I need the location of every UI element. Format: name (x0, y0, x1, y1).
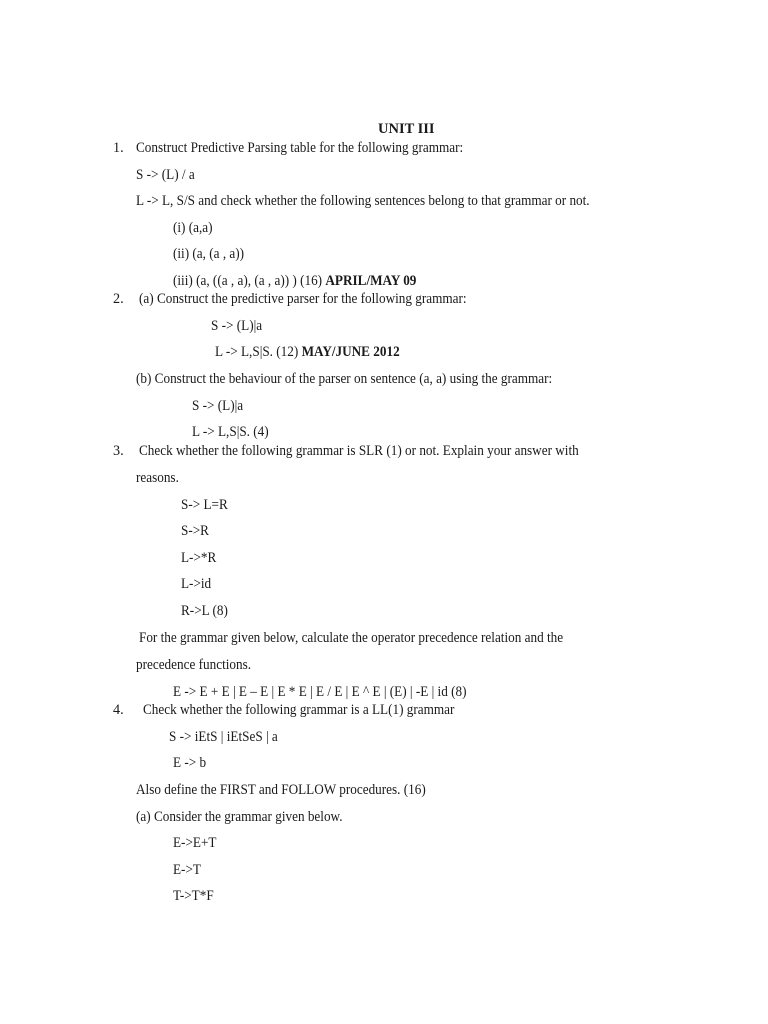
q4-define: Also define the FIRST and FOLLOW procedures. (16) (136, 782, 426, 798)
q1-production-2: L -> L, S/S and check whether the following sentences belong to that grammar or not. (136, 193, 590, 209)
q3-intro: Check whether the following grammar is SLR (1) or not. Explain your answer with (139, 443, 579, 459)
q2-a-production-2 (215, 343, 400, 361)
q1-sentence-3-text: (iii) (a, ((a , a), (a , a)) ) (16) (173, 273, 323, 289)
q1-intro: Construct Predictive Parsing table for the following grammar: (136, 140, 464, 156)
question-number-4: 4. (113, 702, 124, 718)
q2-b-production-2: L -> L,S|S. (4) (192, 424, 269, 440)
q2-b-production-1: S -> (L)|a (192, 398, 244, 414)
q1-sentence-1: (i) (a,a) (173, 220, 213, 236)
page-title: UNIT III (378, 121, 435, 137)
q3-operator-production: E -> E + E | E – E | E * E | E / E | E ^ E | (E) | -E | id (8) (173, 684, 467, 700)
q3-operator-intro-continued: precedence functions. (136, 657, 252, 673)
q3-grammar-5: R->L (8) (181, 603, 228, 619)
q4-grammar-2: E -> b (173, 755, 207, 771)
q4-intro: Check whether the following grammar is a LL(1) grammar (143, 702, 455, 718)
q2-a-production-2-text: L -> L,S|S. (12) (215, 344, 299, 360)
q4-a-intro: (a) Consider the grammar given below. (136, 809, 343, 825)
q4-a-grammar-2: E->T (173, 862, 201, 878)
q1-exam-session: APRIL/MAY 09 (325, 273, 417, 289)
q3-grammar-3: L->*R (181, 550, 217, 566)
q4-a-grammar-1: E->E+T (173, 835, 217, 851)
question-number-2: 2. (113, 291, 124, 307)
q1-sentence-3 (173, 272, 416, 290)
q3-grammar-1: S-> L=R (181, 497, 228, 513)
q3-grammar-4: L->id (181, 576, 212, 592)
q2-b-intro: (b) Construct the behaviour of the parser on sentence (a, a) using the grammar: (136, 371, 553, 387)
q3-intro-continued: reasons. (136, 470, 179, 486)
q3-grammar-2: S->R (181, 523, 209, 539)
question-number-1: 1. (113, 140, 124, 156)
q1-production-1: S -> (L) / a (136, 167, 195, 183)
question-number-3: 3. (113, 443, 124, 459)
q2-exam-session: MAY/JUNE 2012 (301, 344, 400, 360)
q2-a-production-1: S -> (L)|a (211, 318, 263, 334)
q4-a-grammar-3: T->T*F (173, 888, 214, 904)
q2-a-intro: (a) Construct the predictive parser for the following grammar: (139, 291, 467, 307)
q4-grammar-1: S -> iEtS | iEtSeS | a (169, 729, 278, 745)
q3-operator-intro: For the grammar given below, calculate the operator precedence relation and the (139, 630, 564, 646)
q1-sentence-2: (ii) (a, (a , a)) (173, 246, 245, 262)
